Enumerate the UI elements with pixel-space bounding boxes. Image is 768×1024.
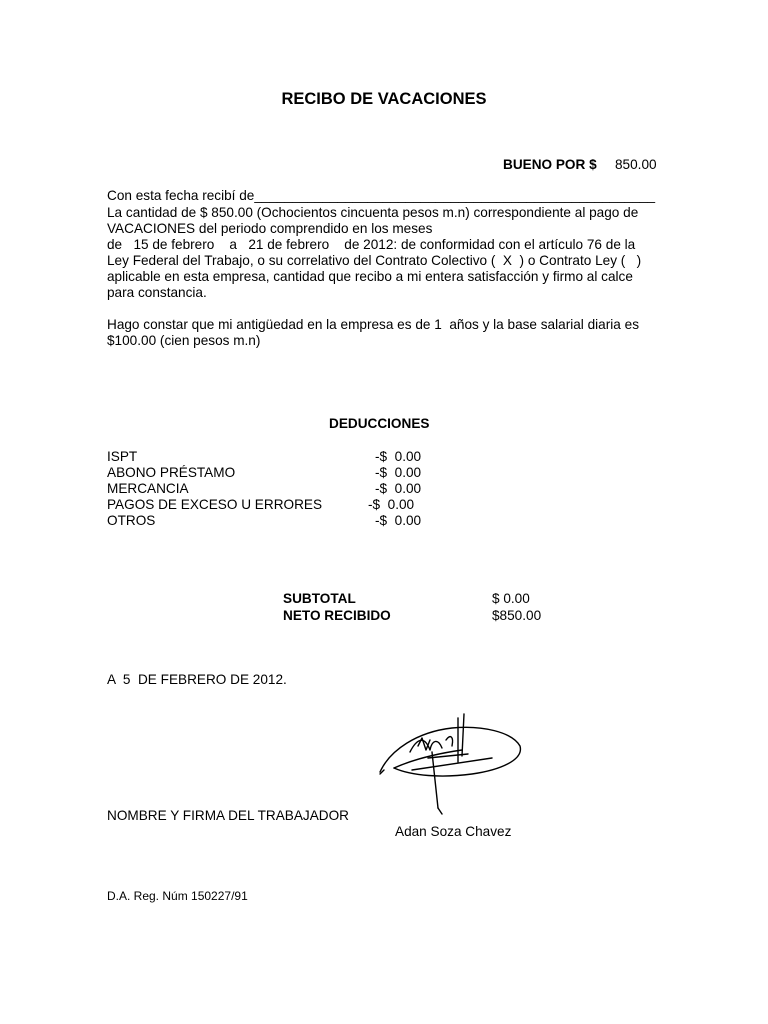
body-line: aplicable en esta empresa, cantidad que recibo a mi entera satisfacción y firmo al calce: [107, 269, 633, 284]
antiguedad-line: $100.00 (cien pesos m.n): [107, 333, 261, 348]
date-line: A 5 DE FEBRERO DE 2012.: [107, 672, 287, 687]
deduccion-amount: -$ 0.00: [368, 497, 415, 512]
deduccion-label: ISPT: [107, 449, 138, 464]
registration-number: D.A. Reg. Núm 150227/91: [107, 889, 248, 903]
deduccion-label: OTROS: [107, 513, 156, 528]
deduccion-amount: -$ 0.00: [375, 465, 422, 480]
body-line: para constancia.: [107, 285, 207, 300]
deduccion-label: MERCANCIA: [107, 481, 189, 496]
deduccion-amount: -$ 0.00: [375, 449, 422, 464]
body-line: de 15 de febrero a 21 de febrero de 2012: de conformidad con el artículo 76 de la: [107, 237, 636, 252]
subtotal-amount: $ 0.00: [492, 591, 530, 606]
document-title: RECIBO DE VACACIONES: [281, 90, 487, 108]
deduccion-amount: -$ 0.00: [375, 513, 422, 528]
worker-name: Adan Soza Chavez: [395, 824, 512, 839]
neto-recibido-amount: $850.00: [492, 608, 542, 623]
body-line: VACACIONES del periodo comprendido en los meses: [107, 221, 433, 236]
bueno-por-amount: 850.00: [615, 157, 657, 172]
subtotal-label: SUBTOTAL: [283, 591, 356, 606]
body-line: La cantidad de $ 850.00 (Ochocientos cincuenta pesos m.n) correspondiente al pago de: [107, 205, 639, 220]
deducciones-title: DEDUCCIONES: [329, 416, 430, 431]
bueno-por-label: BUENO POR $: [503, 157, 597, 172]
deduccion-amount: -$ 0.00: [375, 481, 422, 496]
deduccion-label: PAGOS DE EXCESO U ERRORES: [107, 497, 323, 512]
signature-label: NOMBRE Y FIRMA DEL TRABAJADOR: [107, 808, 349, 823]
handwritten-signature: [372, 710, 527, 825]
body-line: Ley Federal del Trabajo, o su correlativo del Contrato Colectivo ( X ) o Contrato Ley ( ): [107, 253, 642, 268]
antiguedad-line: Hago constar que mi antigüedad en la empresa es de 1 años y la base salarial diaria es: [107, 317, 639, 332]
neto-recibido-label: NETO RECIBIDO: [283, 608, 391, 623]
body-line: Con esta fecha recibí de_____________________________________________________: [107, 188, 656, 203]
deduccion-label: ABONO PRÉSTAMO: [107, 465, 236, 480]
